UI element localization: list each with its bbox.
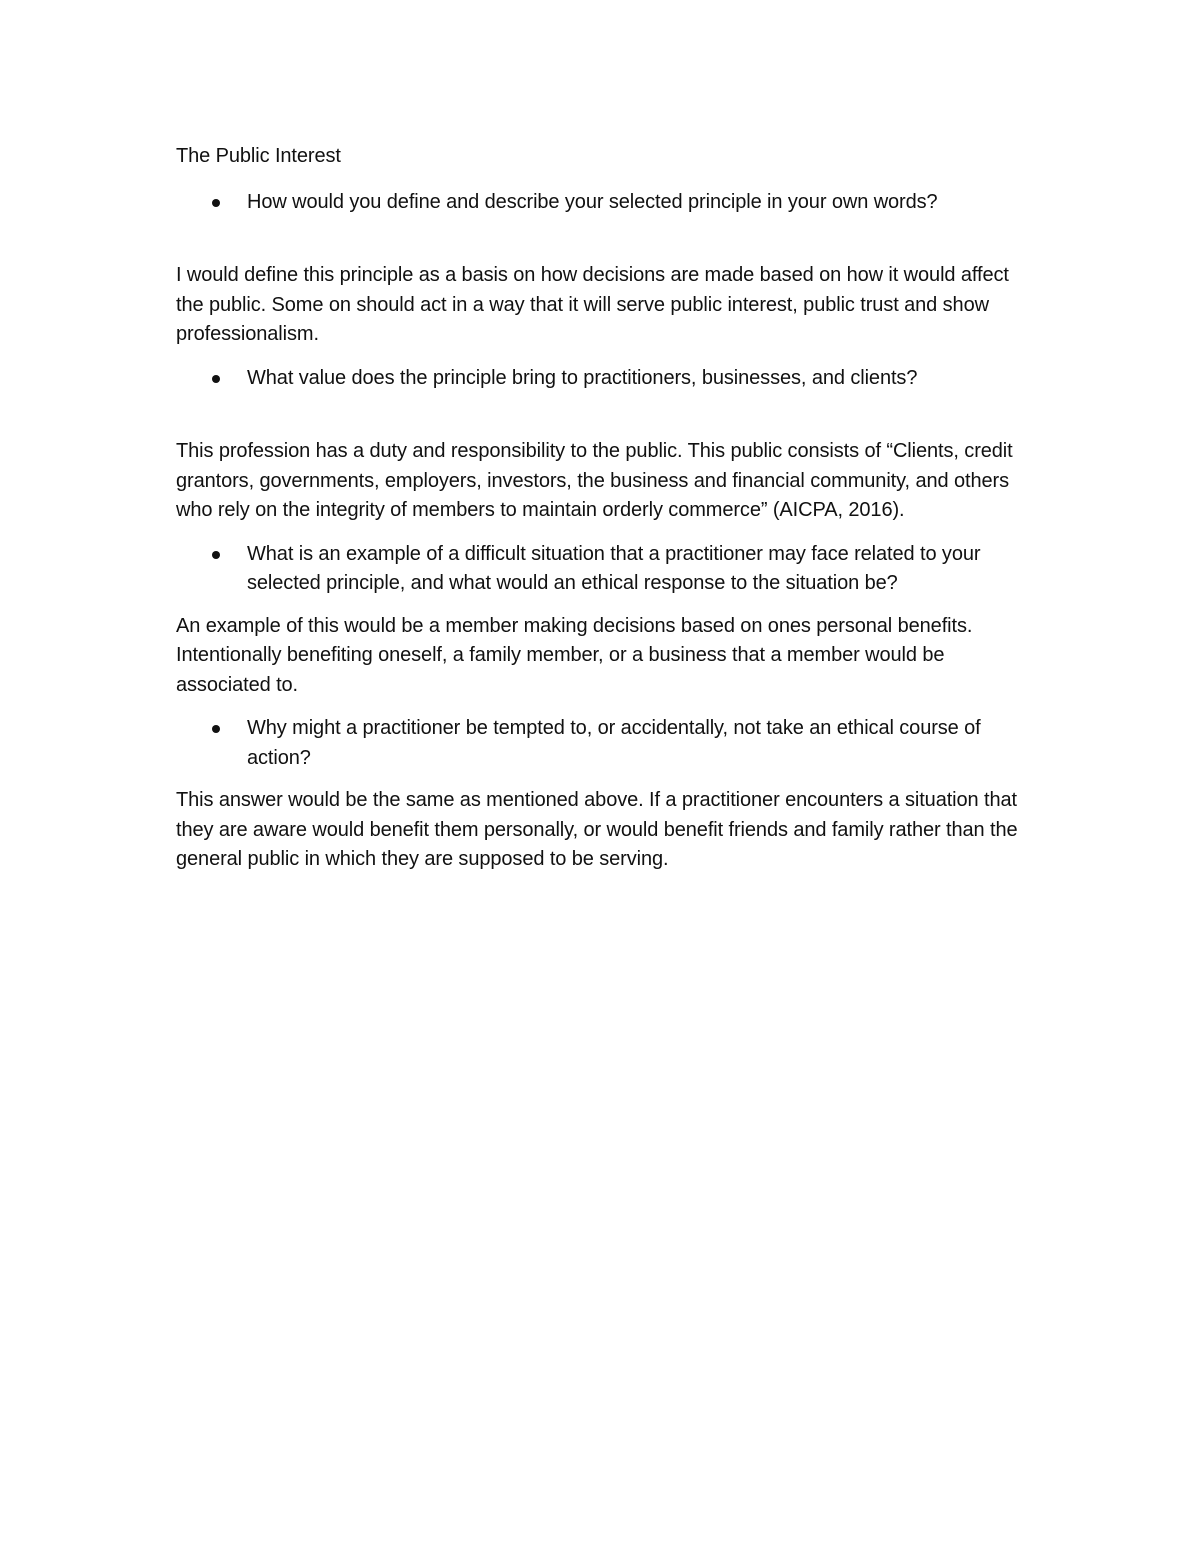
- document-title: The Public Interest: [176, 145, 341, 167]
- spacer: [176, 599, 1036, 612]
- bullet-icon: [212, 199, 220, 207]
- answer-paragraph-1: I would define this principle as a basis on how decisions are made based on how it would affect the public. Some on should act in a way that it will serve public interest, public trust and show professionalism.: [176, 264, 1009, 345]
- spacer: [176, 773, 1036, 786]
- question-text: Why might a practitioner be tempted to, or accidentally, not take an ethical course of action?: [247, 717, 981, 769]
- bullet-icon: [212, 551, 220, 559]
- bullet-icon: [212, 725, 220, 733]
- question-text: What is an example of a difficult situation that a practitioner may face related to your selected principle, and what would an ethical response to the situation be?: [247, 542, 981, 594]
- question-item-4: [176, 714, 1036, 773]
- spacer: [176, 700, 1036, 714]
- answer-paragraph-3: An example of this would be a member making decisions based on ones personal benefits. Intentionally benefiting oneself, a family member, or a business that a member would be associated to.: [176, 614, 973, 696]
- question-item-1: [176, 188, 1036, 218]
- question-item-3: [176, 540, 1036, 599]
- document-body: [176, 142, 1036, 875]
- spacer: [176, 217, 1036, 261]
- spacer: [176, 526, 1036, 540]
- question-text: What value does the principle bring to practitioners, businesses, and clients?: [247, 366, 918, 389]
- answer-paragraph-2: This profession has a duty and responsibility to the public. This public consists of “Clients, credit grantors, governments, employers, investors, the business and financial community, and others who rely on the integrity of members to maintain orderly commerce” (AICPA, 2016).: [176, 440, 1013, 521]
- spacer: [176, 393, 1036, 437]
- spacer: [176, 350, 1036, 364]
- question-text: How would you define and describe your selected principle in your own words?: [247, 190, 938, 213]
- answer-paragraph-4: This answer would be the same as mentioned above. If a practitioner encounters a situation that they are aware would benefit them personally, or would benefit friends and family rather than the general public in which they are supposed to be serving.: [176, 789, 1018, 870]
- question-item-2: [176, 364, 1036, 394]
- bullet-icon: [212, 375, 220, 383]
